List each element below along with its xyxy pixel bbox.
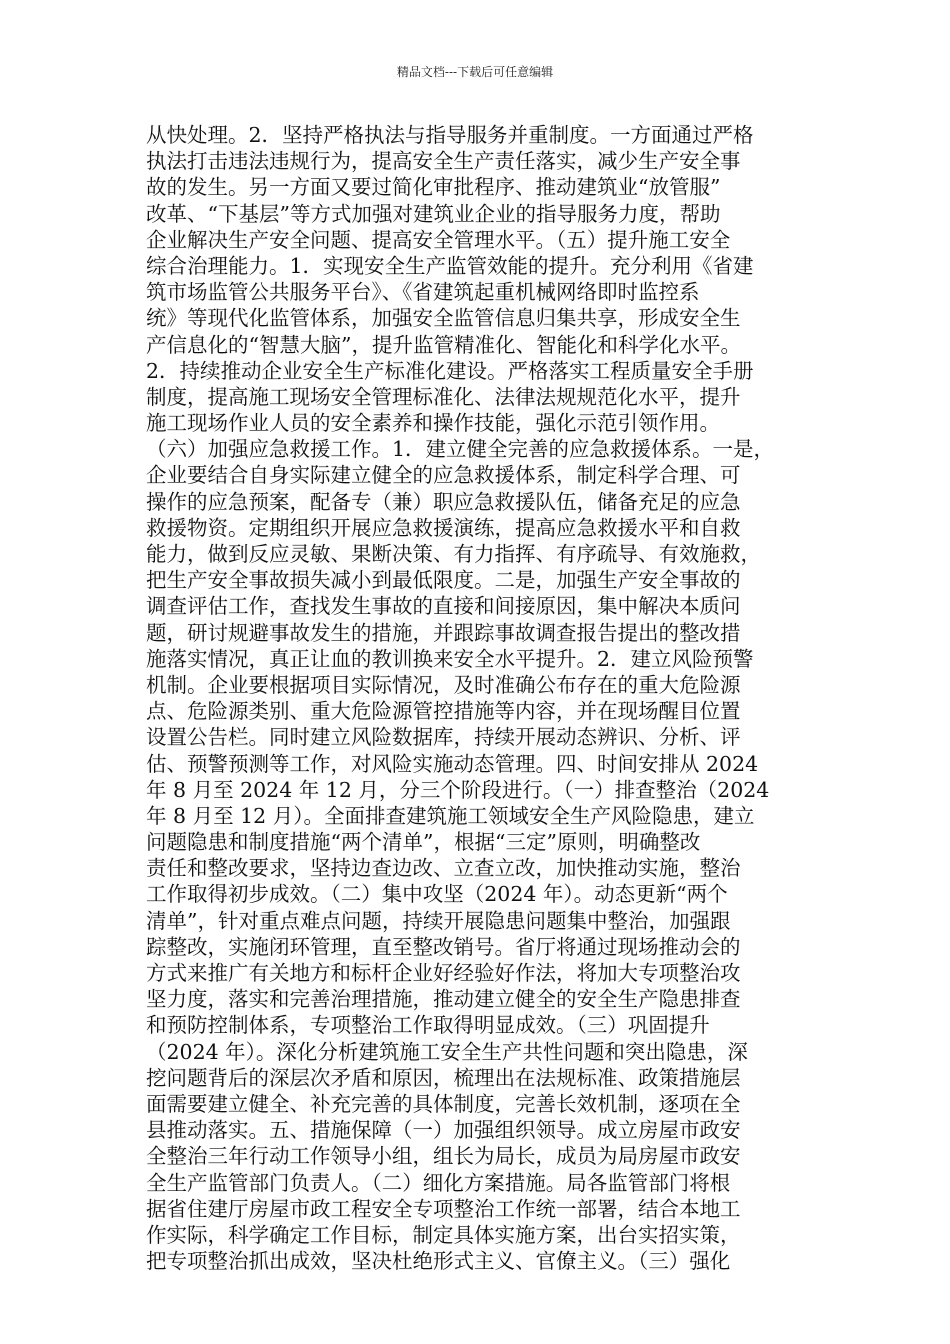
body-text-line: 坚力度，落实和完善治理措施，推动建立健全的安全生产隐患排查 bbox=[146, 987, 741, 1012]
body-text-line: 县推动落实。五、措施保障（一）加强组织领导。成立房屋市政安 bbox=[146, 1118, 741, 1143]
body-text-line: 企业解决生产安全问题、提高安全管理水平。（五）提升施工安全 bbox=[146, 227, 731, 252]
body-text-line: 统》等现代化监管体系，加强安全监管信息归集共享，形成安全生 bbox=[146, 306, 741, 331]
body-text-line: 工作取得初步成效。（二）集中攻坚（2024 年）。动态更新“两个 bbox=[146, 882, 728, 907]
body-text-line: 企业要结合自身实际建立健全的应急救援体系，制定科学合理、可 bbox=[146, 463, 741, 488]
body-text-line: 2．持续推动企业安全生产标准化建设。严格落实工程质量安全手册 bbox=[146, 358, 754, 383]
body-text-line: 问题隐患和制度措施“两个清单”，根据“三定”原则，明确整改 bbox=[146, 830, 701, 855]
body-text-line: 清单”，针对重点难点问题，持续开展隐患问题集中整治，加强跟 bbox=[146, 908, 731, 933]
body-text-line: 全生产监管部门负责人。（二）细化方案措施。局各监管部门将根 bbox=[146, 1170, 731, 1195]
body-text-line: 执法打击违法违规行为，提高安全生产责任落实，减少生产安全事 bbox=[146, 149, 741, 174]
body-text-line: 产信息化的“智慧大脑”，提升监管精准化、智能化和科学化水平。 bbox=[146, 332, 741, 357]
body-text-line: 设置公告栏。同时建立风险数据库，持续开展动态辨识、分析、评 bbox=[146, 725, 741, 750]
body-text-line: （2024 年）。深化分析建筑施工安全生产共性问题和突出隐患，深 bbox=[146, 1039, 748, 1064]
body-text-line: 据省住建厅房屋市政工程安全专项整治工作统一部署，结合本地工 bbox=[146, 1196, 741, 1221]
body-text-line: 方式来推广有关地方和标杆企业好经验好作法，将加大专项整治攻 bbox=[146, 961, 741, 985]
body-text-line: 踪整改，实施闭环管理，直至整改销号。省厅将通过现场推动会的 bbox=[146, 934, 741, 959]
body-text-line: 施落实情况，真正让血的教训换来安全水平提升。2．建立风险预警 bbox=[146, 646, 754, 671]
page-header: 精品文档---下载后可任意编辑 bbox=[396, 65, 554, 79]
body-text-line: 把专项整治抓出成效，坚决杜绝形式主义、官僚主义。（三）强化 bbox=[146, 1249, 731, 1274]
body-text-line: 制度，提高施工现场安全管理标准化、法律法规规范化水平，提升 bbox=[146, 384, 741, 409]
body-text-line: 综合治理能力。1．实现安全生产监管效能的提升。充分利用《省建 bbox=[146, 253, 754, 278]
body-text-line: 题，研讨规避事故发生的措施，并跟踪事故调查报告提出的整改措 bbox=[146, 620, 741, 645]
body-text-line: 机制。企业要根据项目实际情况，及时准确公布存在的重大危险源 bbox=[146, 672, 741, 697]
body-text-line: 和预防控制体系，专项整治工作取得明显成效。（三）巩固提升 bbox=[146, 1013, 710, 1038]
body-text-line: 筑市场监管公共服务平台》、《省建筑起重机械网络即时监控系 bbox=[146, 280, 700, 305]
body-text-line: 操作的应急预案，配备专（兼）职应急救援队伍，储备充足的应急 bbox=[146, 489, 741, 514]
body-text-line: 年 8 月至 12 月）。全面排查建筑施工领域安全生产风险隐患，建立 bbox=[146, 803, 755, 828]
body-text-line: 估、预警预测等工作，对风险实施动态管理。四、时间安排从 2024 bbox=[146, 751, 759, 776]
body-text-line: 年 8 月至 2024 年 12 月，分三个阶段进行。（一）排查整治（2024 bbox=[146, 777, 770, 802]
body-text-line: 故的发生。另一方面又要过简化审批程序、推动建筑业“放管服” bbox=[146, 175, 721, 200]
body-text-line: 救援物资。定期组织开展应急救援演练，提高应急救援水平和自救 bbox=[146, 515, 741, 540]
body-text-line: （六）加强应急救援工作。1．建立健全完善的应急救援体系。一是， bbox=[146, 437, 775, 462]
document-body bbox=[146, 122, 816, 1274]
body-text-line: 面需要建立健全、补充完善的具体制度，完善长效机制，逐项在全 bbox=[146, 1091, 741, 1116]
body-text-line: 从快处理。2．坚持严格执法与指导服务并重制度。一方面通过严格 bbox=[146, 123, 754, 147]
body-text-line: 作实际，科学确定工作目标，制定具体实施方案，出台实招实策， bbox=[146, 1222, 741, 1247]
body-text-line: 责任和整改要求，坚持边查边改、立查立改，加快推动实施，整治 bbox=[146, 856, 741, 881]
body-text-line: 全整治三年行动工作领导小组，组长为局长，成员为局房屋市政安 bbox=[146, 1144, 741, 1169]
body-text-line: 改革、“下基层”等方式加强对建筑业企业的指导服务力度，帮助 bbox=[146, 201, 721, 226]
body-text-line: 挖问题背后的深层次矛盾和原因，梳理出在法规标准、政策措施层 bbox=[146, 1065, 741, 1090]
body-text-line: 能力，做到反应灵敏、果断决策、有力指挥、有序疏导、有效施救， bbox=[146, 542, 761, 566]
body-text-line: 调查评估工作，查找发生事故的直接和间接原因，集中解决本质问 bbox=[146, 594, 741, 619]
body-text-line: 把生产安全事故损失减小到最低限度。二是，加强生产安全事故的 bbox=[146, 568, 741, 593]
body-text-line: 点、危险源类别、重大危险源管控措施等内容，并在现场醒目位置 bbox=[146, 699, 741, 724]
body-text-line: 施工现场作业人员的安全素养和操作技能，强化示范引领作用。 bbox=[146, 411, 720, 436]
